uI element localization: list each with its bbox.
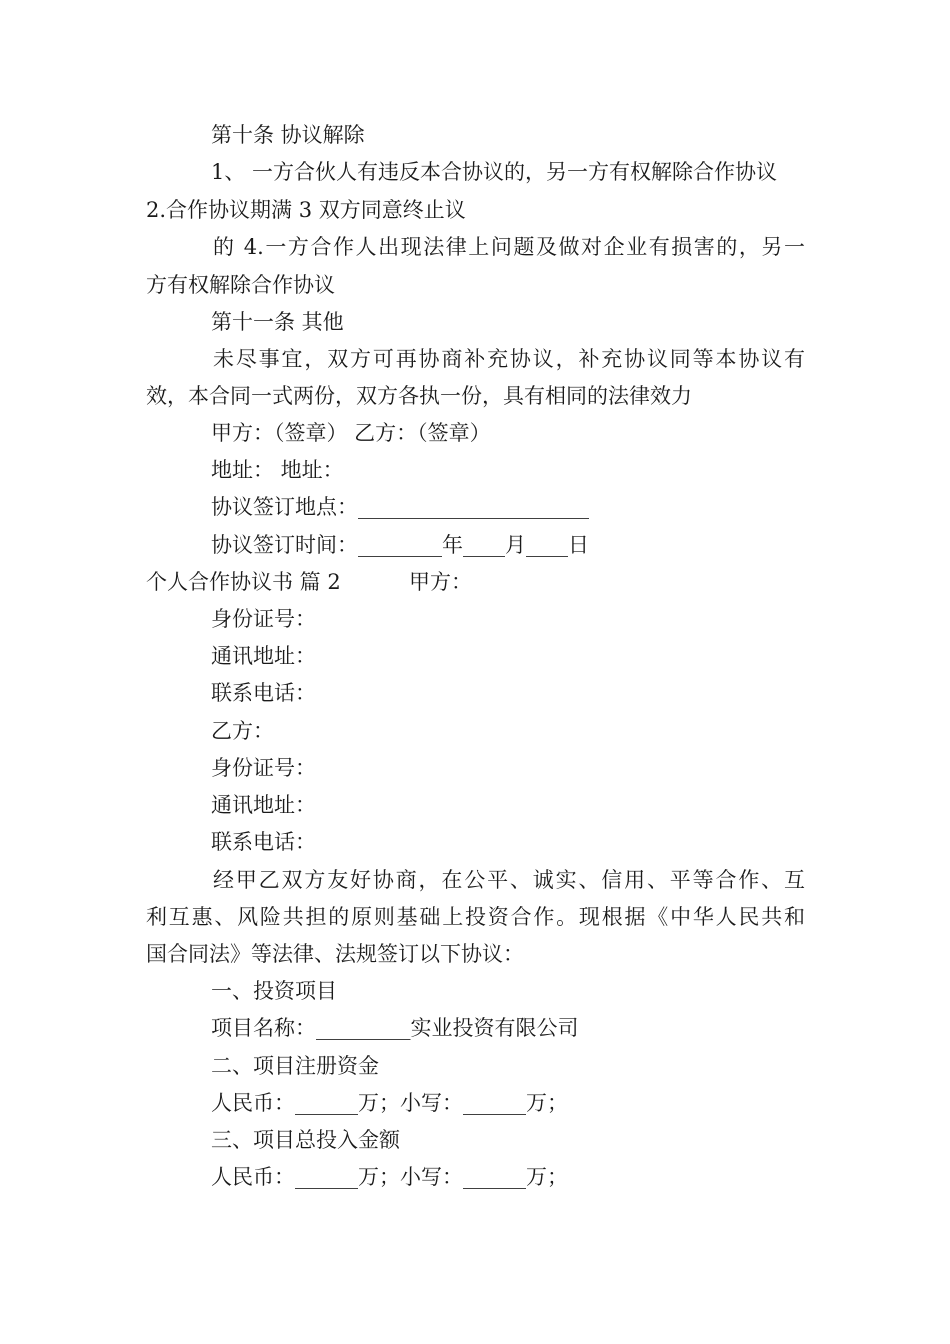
clause-line: 2.合作协议期满 3 双方同意终止议 bbox=[146, 198, 466, 222]
phone-label: 联系电话： bbox=[211, 681, 316, 705]
amount-line: 人民币：______万；小写：______万； bbox=[211, 1091, 568, 1115]
paragraph-line: 未尽事宜，双方可再协商补充协议，补充协议同等本协议有 bbox=[213, 347, 805, 371]
phone-label: 联系电话： bbox=[211, 830, 316, 854]
clause-line: 1、 一方合伙人有违反本合协议的，另一方有权解除合作协议 bbox=[211, 160, 778, 184]
project-name-line: 项目名称：_________实业投资有限公司 bbox=[211, 1016, 579, 1040]
heading-total-investment: 三、项目总投入金额 bbox=[211, 1128, 400, 1152]
heading-investment-project: 一、投资项目 bbox=[211, 979, 337, 1003]
article-11-heading: 第十一条 其他 bbox=[211, 310, 344, 334]
clause-line: 的 4.一方合作人出现法律上问题及做对企业有损害的，另一 bbox=[213, 235, 805, 259]
section-title: 个人合作协议书 篇 2 bbox=[146, 570, 341, 594]
clause-line: 方有权解除合作协议 bbox=[146, 273, 335, 297]
paragraph-line: 经甲乙双方友好协商，在公平、诚实、信用、平等合作、互 bbox=[213, 868, 805, 892]
heading-registered-capital: 二、项目注册资金 bbox=[211, 1054, 379, 1078]
id-number-label: 身份证号： bbox=[211, 756, 316, 780]
address-label: 通讯地址： bbox=[211, 793, 316, 817]
paragraph-line: 国合同法》等法律、法规签订以下协议： bbox=[146, 942, 524, 966]
signature-line: 甲方：（签章） 乙方：（签章） bbox=[211, 421, 491, 445]
address-line: 地址： 地址： bbox=[211, 458, 344, 482]
paragraph-line: 利互惠、风险共担的原则基础上投资合作。现根据《中华人民共和 bbox=[146, 905, 805, 929]
id-number-label: 身份证号： bbox=[211, 607, 316, 631]
paragraph-line: 效，本合同一式两份，双方各执一份，具有相同的法律效力 bbox=[146, 384, 692, 408]
sign-date-line: 协议签订时间：________年____月____日 bbox=[211, 533, 589, 557]
sign-place-line: 协议签订地点：______________________ bbox=[211, 495, 589, 519]
article-10-heading: 第十条 协议解除 bbox=[211, 123, 365, 147]
amount-line: 人民币：______万；小写：______万； bbox=[211, 1165, 568, 1189]
party-a-label: 甲方： bbox=[409, 570, 472, 594]
address-label: 通讯地址： bbox=[211, 644, 316, 668]
party-b-label: 乙方： bbox=[211, 719, 274, 743]
